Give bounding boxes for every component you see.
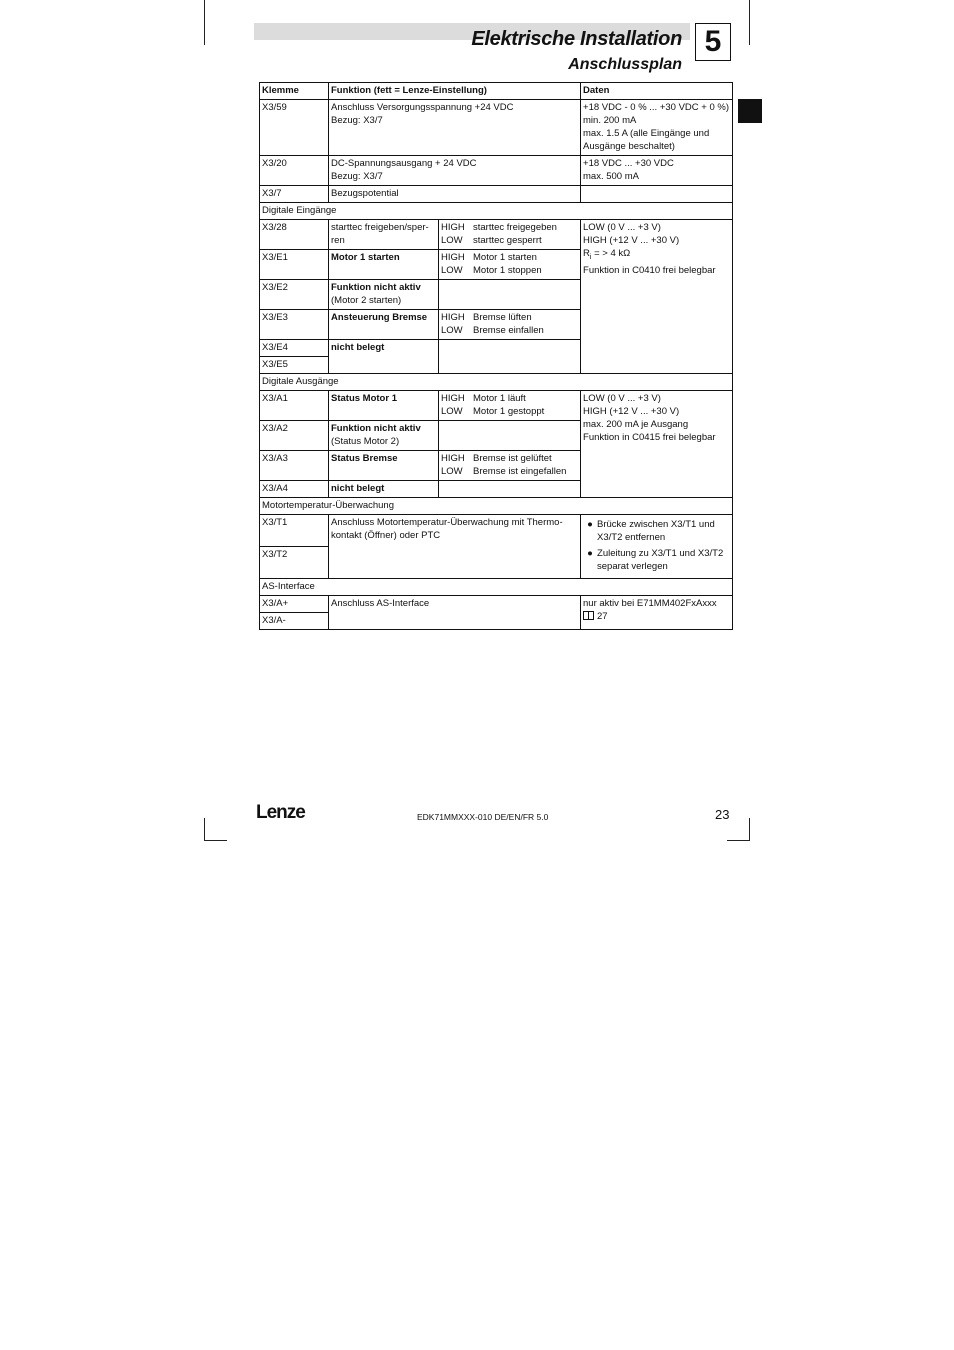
level-text: Motor 1 läuft <box>473 393 526 404</box>
terminal-cell: X3/59 <box>260 100 329 156</box>
data-cell <box>581 100 733 156</box>
terminal-cell: X3/E1 <box>260 250 329 280</box>
terminal-cell: X3/20 <box>260 156 329 186</box>
data-text: +18 VDC - 0 % ... +30 VDC + 0 %) <box>583 102 730 113</box>
table-row <box>260 391 733 421</box>
function-text: (Status Motor 2) <box>331 436 400 447</box>
page-ref-number: 27 <box>597 611 608 622</box>
terminal-cell: X3/T1 <box>260 515 329 547</box>
level-cell <box>439 310 581 340</box>
section-label: Motortemperatur-Überwachung <box>260 498 733 515</box>
level-cell <box>439 250 581 280</box>
lenze-logo: Lenze <box>256 802 305 823</box>
terminal-cell: X3/28 <box>260 220 329 250</box>
level-cell <box>439 220 581 250</box>
function-text: starttec freigeben/sper- <box>331 222 429 233</box>
terminal-cell: X3/A2 <box>260 421 329 451</box>
terminal-cell: X3/E3 <box>260 310 329 340</box>
table-row <box>260 220 733 250</box>
section-title: Anschlussplan <box>568 56 682 73</box>
section-label: AS-Interface <box>260 579 733 596</box>
function-cell <box>329 100 581 156</box>
level-text: Bremse einfallen <box>473 325 544 336</box>
section-row <box>260 203 733 220</box>
data-text: max. 200 mA je Ausgang <box>583 419 689 430</box>
data-cell <box>581 186 733 203</box>
function-text: ren <box>331 235 345 246</box>
crop-mark <box>204 0 205 45</box>
level-low: LOW <box>441 235 463 246</box>
terminal-cell: X3/A+ <box>260 596 329 613</box>
data-text: nur aktiv bei E71MM402FxAxxx <box>583 598 717 609</box>
table-row <box>260 100 733 156</box>
header-klemme: Klemme <box>260 83 329 100</box>
resistance-value: = > 4 kΩ <box>591 248 631 259</box>
bullet-text: X3/T2 entfernen <box>597 532 666 543</box>
data-cell <box>581 515 733 579</box>
terminal-table <box>259 82 733 630</box>
data-text: Funktion in C0410 frei belegbar <box>583 264 716 276</box>
function-cell <box>329 156 581 186</box>
section-label: Digitale Eingänge <box>260 203 733 220</box>
terminal-cell: X3/E5 <box>260 357 329 374</box>
data-text: LOW (0 V ... +3 V) <box>583 222 661 233</box>
resistance-subscript: i <box>589 253 592 261</box>
function-text: Bezug: X3/7 <box>331 115 383 126</box>
function-cell <box>329 515 581 579</box>
table-header-row <box>260 83 733 100</box>
list-item <box>583 547 730 573</box>
crop-mark <box>204 818 205 841</box>
function-text: kontakt (Öffner) oder PTC <box>331 530 441 541</box>
bullet-text: Zuleitung zu X3/T1 und X3/T2 <box>597 548 724 559</box>
level-cell <box>439 280 581 310</box>
level-high: HIGH <box>441 453 465 464</box>
terminal-cell: X3/T2 <box>260 547 329 579</box>
level-high: HIGH <box>441 312 465 323</box>
level-low: LOW <box>441 466 463 477</box>
data-cell <box>581 220 733 374</box>
level-cell <box>439 340 581 374</box>
level-high: HIGH <box>441 222 465 233</box>
level-text: Motor 1 gestoppt <box>473 406 545 417</box>
table-row <box>260 596 733 613</box>
chapter-title: Elektrische Installation <box>471 28 682 50</box>
bullet-text: Brücke zwischen X3/T1 und <box>597 519 715 530</box>
data-text: Ausgänge beschaltet) <box>583 141 675 152</box>
level-text: Motor 1 starten <box>473 252 537 263</box>
section-label: Digitale Ausgänge <box>260 374 733 391</box>
data-text <box>583 247 730 264</box>
data-text: max. 500 mA <box>583 171 639 182</box>
header-funktion: Funktion (fett = Lenze-Einstellung) <box>329 83 581 100</box>
level-text: starttec gesperrt <box>473 235 542 246</box>
data-text: +18 VDC ... +30 VDC <box>583 158 674 169</box>
terminal-cell: X3/A1 <box>260 391 329 421</box>
data-cell <box>581 391 733 498</box>
data-text: HIGH (+12 V ... +30 V) <box>583 406 680 417</box>
crop-mark <box>204 840 227 841</box>
data-cell <box>581 156 733 186</box>
terminal-cell: X3/A- <box>260 613 329 630</box>
function-text: Funktion nicht aktiv <box>331 423 421 434</box>
chapter-tab-marker <box>738 99 762 123</box>
data-text: min. 200 mA <box>583 115 637 126</box>
level-high: HIGH <box>441 393 465 404</box>
data-text: max. 1.5 A (alle Eingänge und <box>583 128 710 139</box>
data-cell <box>581 596 733 630</box>
level-text: Bremse lüften <box>473 312 532 323</box>
list-item <box>583 518 730 544</box>
function-cell: Bezugspotential <box>329 186 581 203</box>
function-cell: Status Motor 1 <box>329 391 439 421</box>
resistance-symbol: R <box>583 248 590 259</box>
function-text: Funktion nicht aktiv <box>331 282 421 293</box>
terminal-cell: X3/E4 <box>260 340 329 357</box>
section-row <box>260 498 733 515</box>
terminal-cell: X3/7 <box>260 186 329 203</box>
function-cell: Status Bremse <box>329 451 439 481</box>
table-row <box>260 515 733 547</box>
page-reference <box>583 610 730 623</box>
chapter-number: 5 <box>695 23 731 61</box>
level-cell <box>439 481 581 498</box>
level-low: LOW <box>441 406 463 417</box>
function-cell: Motor 1 starten <box>329 250 439 280</box>
level-cell <box>439 421 581 451</box>
function-cell: nicht belegt <box>329 340 439 374</box>
book-icon <box>583 611 594 620</box>
level-cell <box>439 391 581 421</box>
crop-mark <box>749 0 750 45</box>
function-cell: Anschluss AS-Interface <box>329 596 581 630</box>
crop-mark <box>727 840 750 841</box>
function-text: Anschluss Versorgungsspannung +24 VDC <box>331 102 514 113</box>
level-text: Bremse ist gelüftet <box>473 453 552 464</box>
data-text: Funktion in C0415 frei belegbar <box>583 432 716 443</box>
function-cell: Ansteuerung Bremse <box>329 310 439 340</box>
data-text: HIGH (+12 V ... +30 V) <box>583 235 680 246</box>
header-daten: Daten <box>581 83 733 100</box>
function-text: DC-Spannungsausgang + 24 VDC <box>331 158 477 169</box>
function-text: (Motor 2 starten) <box>331 295 402 306</box>
terminal-cell: X3/E2 <box>260 280 329 310</box>
level-low: LOW <box>441 325 463 336</box>
level-high: HIGH <box>441 252 465 263</box>
level-text: starttec freigegeben <box>473 222 557 233</box>
function-cell <box>329 280 439 310</box>
bullet-text: separat verlegen <box>597 561 668 572</box>
level-cell <box>439 451 581 481</box>
section-row <box>260 579 733 596</box>
crop-mark <box>749 818 750 841</box>
function-text: Anschluss Motortemperatur-Überwachung mit Thermo- <box>331 517 563 528</box>
terminal-cell: X3/A3 <box>260 451 329 481</box>
document-reference: EDK71MMXXX-010 DE/EN/FR 5.0 <box>417 812 549 822</box>
bullet-icon: ● <box>587 548 593 559</box>
section-row <box>260 374 733 391</box>
function-cell <box>329 220 439 250</box>
level-text: Motor 1 stoppen <box>473 265 542 276</box>
data-text: LOW (0 V ... +3 V) <box>583 393 661 404</box>
function-text: Bezug: X3/7 <box>331 171 383 182</box>
level-text: Bremse ist eingefallen <box>473 466 567 477</box>
function-cell <box>329 421 439 451</box>
function-cell: nicht belegt <box>329 481 439 498</box>
terminal-cell: X3/A4 <box>260 481 329 498</box>
bullet-icon: ● <box>587 519 593 530</box>
page-number: 23 <box>715 807 730 822</box>
table-row <box>260 156 733 186</box>
level-low: LOW <box>441 265 463 276</box>
table-row <box>260 186 733 203</box>
